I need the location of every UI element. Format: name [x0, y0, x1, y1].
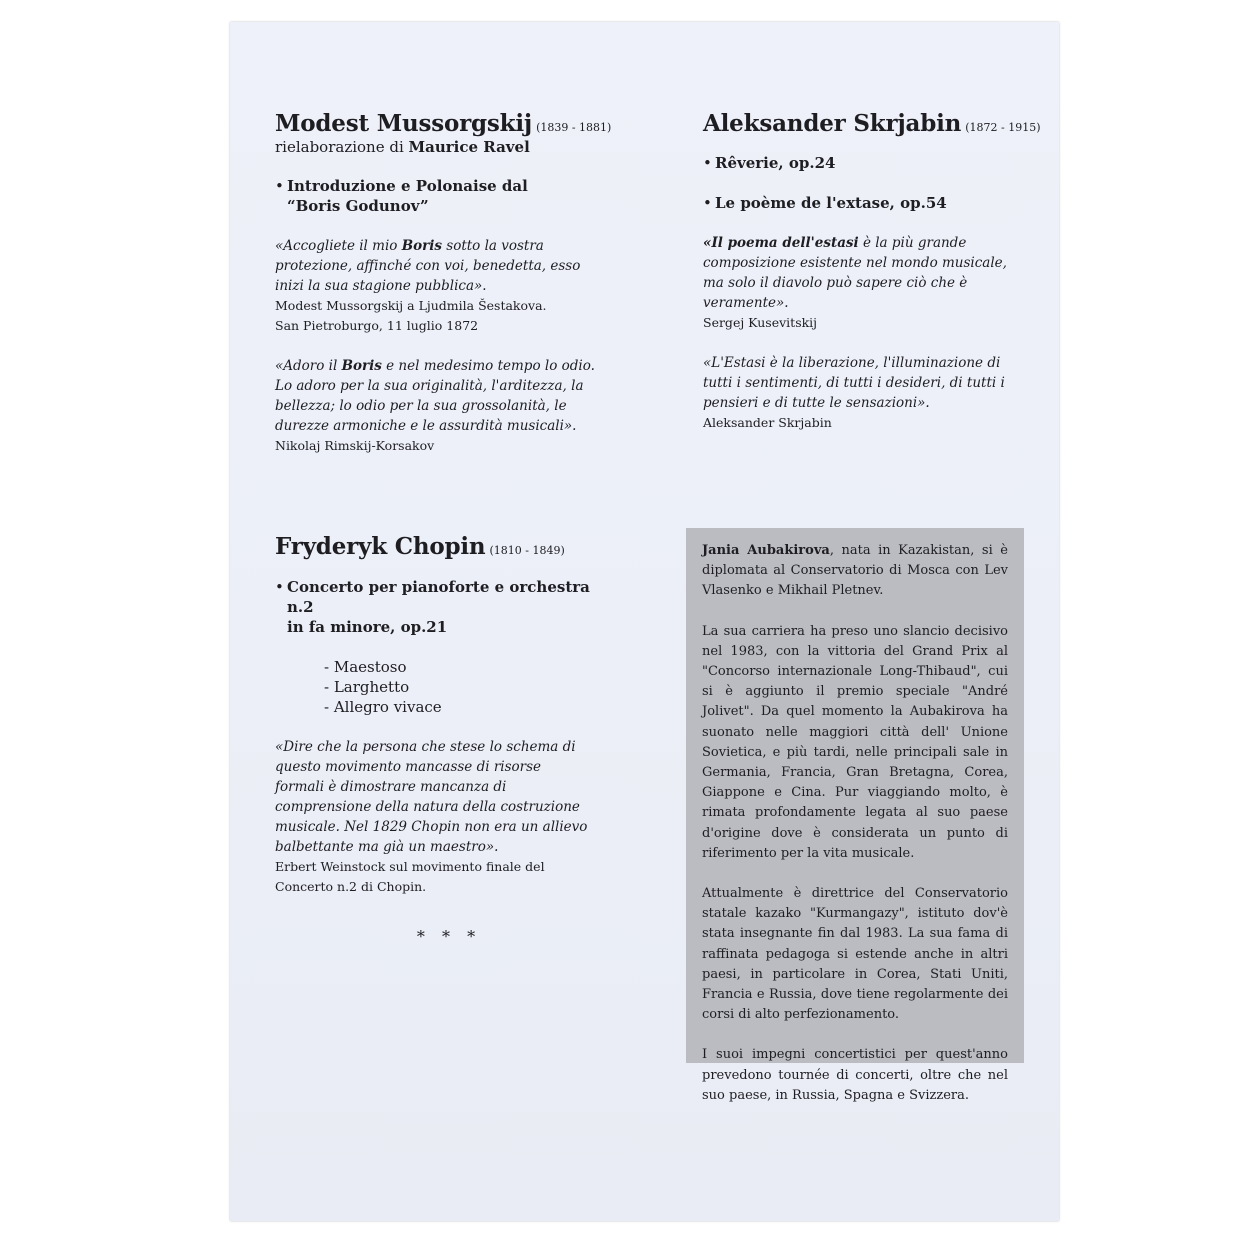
performer-name: Jania Aubakirova [702, 543, 830, 558]
movement-list [324, 657, 593, 717]
arrangement-line: rielaborazione di Maurice Ravel [275, 138, 530, 156]
composer-heading [275, 110, 612, 137]
composer-name: Aleksander Skrjabin [703, 110, 962, 137]
quote: «Accogliete il mio Boris sotto la vostra protezione, affinché con voi, benedetta, esso inizi la sua stagione pubblica». [275, 238, 581, 294]
arranger-name: Maurice Ravel [408, 138, 530, 156]
piece-item: • Le poème de l'extase, op.54 [703, 193, 1009, 213]
bio-paragraph: I suoi impegni concertistici per quest'anno prevedono tournée di concerti, oltre che nel suo paese, in Russia, Spagna e Svizzera. [702, 1047, 1008, 1103]
composer-dates: (1839 - 1881) [536, 121, 612, 134]
composer-heading [703, 110, 1041, 137]
program-page [230, 22, 1059, 1221]
quote: «Dire che la persona che stese lo schema di questo movimento mancasse di risorse formali è dimostrare mancanza di comprensione della natura della costruzione musicale. Nel 1829 Chopin non era un allievo balbettante ma già un maestro». [275, 739, 588, 855]
movement-item: - Maestoso [324, 658, 407, 676]
skrjabin-section [703, 110, 1041, 433]
quote: «L'Estasi è la liberazione, l'illuminazione di tutti i sentimenti, di tutti i desideri, di tutti i pensieri e di tutte le sensazioni». [703, 355, 1005, 411]
piece-item: • Concerto per pianoforte e orchestra n.2 in fa minore, op.21 [275, 577, 593, 637]
quote-attribution: Nikolaj Rimskij-Korsakov [275, 438, 435, 453]
quote: «Il poema dell'estasi è la più grande composizione esistente nel mondo musicale, ma solo il diavolo può sapere ciò che è veramente». [703, 235, 1007, 311]
composer-heading [275, 533, 593, 560]
quote-attribution: Aleksander Skrjabin [703, 415, 832, 430]
quote-attribution: Sergej Kusevitskij [703, 315, 818, 330]
quote-attribution: Erbert Weinstock sul movimento finale del Concerto n.2 di Chopin. [275, 859, 545, 894]
composer-name: Fryderyk Chopin [275, 533, 486, 560]
composer-name: Modest Mussorgskij [275, 110, 533, 137]
bio-paragraph: Jania Aubakirova, nata in Kazakistan, si è diplomata al Conservatorio di Mosca con Lev Vlasenko e Mikhail Pletnev. [702, 543, 1008, 599]
quote-attribution: Modest Mussorgskij a Ljudmila Šestakova. San Pietroburgo, 11 luglio 1872 [275, 298, 547, 333]
mussorgskij-section [275, 110, 612, 456]
quote: «Adoro il Boris e nel medesimo tempo lo odio. Lo adoro per la sua originalità, l'arditezza, la bellezza; lo odio per la sua grossolanità, le durezze armoniche e le assurdità musicali». [275, 358, 595, 434]
movement-item: - Larghetto [324, 678, 410, 696]
piece-item: • Rêverie, op.24 [703, 153, 1009, 173]
bio-paragraph: La sua carriera ha preso uno slancio decisivo nel 1983, con la vittoria del Grand Prix al "Concorso internazionale Long-Thibaud", cui si è aggiunto il premio speciale "André Jolivet". Da quel momento la Aubakirova ha suonato nelle maggiori città dell' Unione Sovietica, e più tardi, nelle principali sale in Germania, Francia, Gran Bretagna, Corea, Giappone e Cina. Pur viaggiando molto, è rimata profondamente legata al suo paese d'origine dove è considerata un punto di riferimento per la vita musicale. [702, 623, 1008, 861]
chopin-section [275, 533, 593, 946]
piece-item: • Introduzione e Polonaise dal “Boris Godunov” [275, 176, 595, 216]
section-divider-stars: * * * [416, 927, 482, 946]
biography-box [686, 528, 1024, 1103]
movement-item: - Allegro vivace [324, 698, 442, 716]
composer-dates: (1872 - 1915) [965, 121, 1041, 134]
composer-dates: (1810 - 1849) [489, 544, 565, 557]
bio-paragraph: Attualmente è direttrice del Conservatorio statale kazako "Kurmangazy", istituto dov'è stata insegnante fin dal 1983. La sua fama di raffinata pedagoga si estende anche in altri paesi, in particolare in Corea, Stati Uniti, Francia e Russia, dove tiene regolarmente dei corsi di alto perfezionamento. [702, 886, 1008, 1023]
